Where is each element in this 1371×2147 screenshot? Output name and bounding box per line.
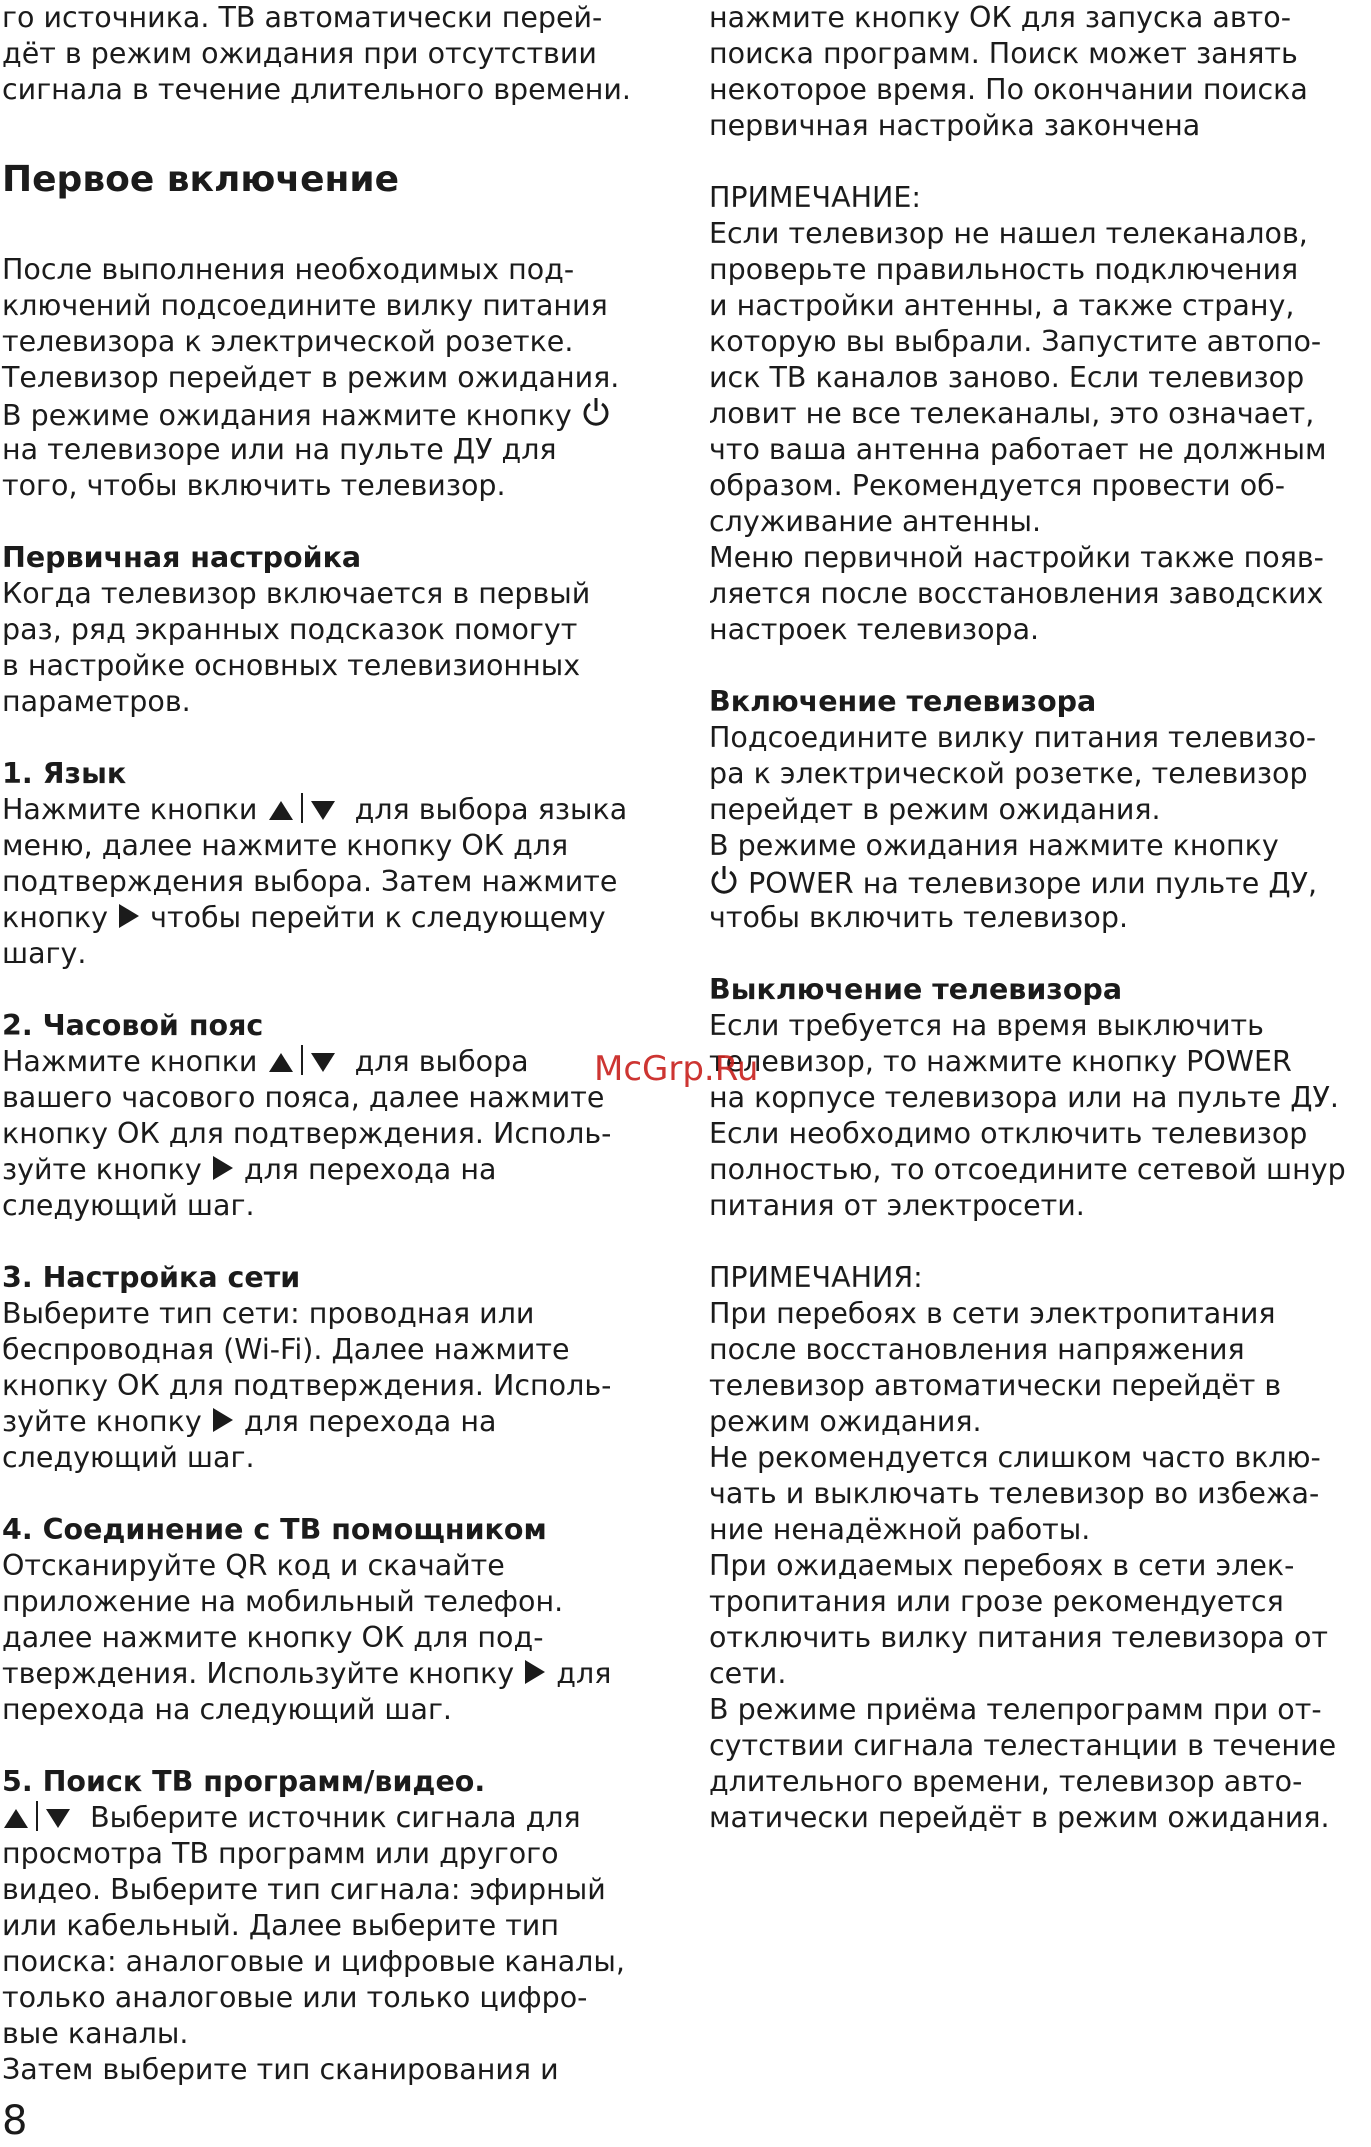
text-line: режим ожидания. — [709, 1405, 982, 1438]
text-line: телевизор, то нажмите кнопку POWER — [709, 1045, 1292, 1078]
text-line: нажмите кнопку ОК для запуска авто- — [709, 1, 1292, 34]
text-line: кнопку ОК для подтверждения. Исполь- — [2, 1117, 612, 1150]
text-line: сети. — [709, 1657, 787, 1690]
step-heading: 5. Поиск ТВ программ/видео. — [2, 1765, 486, 1798]
text-line: телевизор автоматически перейдёт в — [709, 1369, 1282, 1402]
down-arrow-icon — [309, 1050, 337, 1074]
text-line: перехода на следующий шаг. — [2, 1693, 452, 1726]
text-line: того, чтобы включить телевизор. — [2, 469, 506, 502]
text-line: меню, далее нажмите кнопку ОК для — [2, 829, 569, 862]
text-line: приложение на мобильный телефон. — [2, 1585, 564, 1618]
text-line: Нажмите кнопки для выбора языка — [2, 793, 628, 826]
text-line: После выполнения необходимых под- — [2, 253, 575, 286]
up-arrow-icon — [267, 1050, 295, 1074]
text-line: и настройки антенны, а также страну, — [709, 289, 1295, 322]
text-line: Если требуется на время выключить — [709, 1009, 1264, 1042]
text-line: Выберите источник сигнала для — [2, 1800, 662, 1836]
text-line: POWER на телевизоре или пульте ДУ, — [709, 864, 1371, 900]
text-line: которую вы выбрали. Запустите автопо- — [709, 325, 1322, 358]
text-line: Не рекомендуется слишком часто вклю- — [709, 1441, 1321, 1474]
text-line: Когда телевизор включается в первый — [2, 577, 591, 610]
text-line: что ваша антенна работает не должным — [709, 433, 1327, 466]
text-line: При ожидаемых перебоях в сети элек- — [709, 1549, 1295, 1582]
notes-heading: ПРИМЕЧАНИЯ: — [709, 1261, 923, 1294]
section-heading-first-on: Первое включение — [2, 159, 400, 200]
text-line: Если необходимо отключить телевизор — [709, 1117, 1308, 1150]
text-line: настроек телевизора. — [709, 613, 1040, 646]
text-line: подтверждения выбора. Затем нажмите — [2, 865, 618, 898]
step-heading: 3. Настройка сети — [2, 1261, 301, 1294]
text-line: вашего часового пояса, далее нажмите — [2, 1081, 605, 1114]
up-arrow-icon — [2, 1806, 30, 1830]
text-line: служивание антенны. — [709, 505, 1042, 538]
right-arrow-icon — [211, 1154, 235, 1182]
text-line: тропитания или грозе рекомендуется — [709, 1585, 1284, 1618]
text-line: Если телевизор не нашел телеканалов, — [709, 217, 1308, 250]
text-line: чать и выключать телевизор во избежа- — [709, 1477, 1320, 1510]
down-arrow-icon — [44, 1806, 72, 1830]
text-line: Отсканируйте QR код и скачайте — [2, 1549, 505, 1582]
text-line: зуйте кнопку для перехода на — [2, 1153, 497, 1186]
text-line: беспроводная (Wi-Fi). Далее нажмите — [2, 1333, 570, 1366]
up-arrow-icon — [267, 798, 295, 822]
text-line: первичная настройка закончена — [709, 109, 1201, 142]
text-line: тверждения. Используйте кнопку для — [2, 1657, 612, 1690]
text-line: образом. Рекомендуется провести об- — [709, 469, 1286, 502]
text-line: в настройке основных телевизионных — [2, 649, 581, 682]
right-arrow-icon — [211, 1406, 235, 1434]
power-icon — [709, 864, 739, 896]
text-line: раз, ряд экранных подсказок помогут — [2, 613, 578, 646]
text-line: просмотра ТВ программ или другого — [2, 1837, 559, 1870]
text-line: сутствии сигнала телестанции в течение — [709, 1729, 1337, 1762]
right-arrow-icon — [523, 1658, 547, 1686]
step-heading: 1. Язык — [2, 757, 127, 790]
text-line: питания от электросети. — [709, 1189, 1085, 1222]
subheading-power-on: Включение телевизора — [709, 685, 1097, 718]
text-line: после восстановления напряжения — [709, 1333, 1245, 1366]
text-line: сигнала в течение длительного времени. — [2, 73, 631, 106]
text-line: Затем выберите тип сканирования и — [2, 2053, 559, 2086]
text-line: зуйте кнопку для перехода на — [2, 1405, 497, 1438]
text-line: В режиме ожидания нажмите кнопку — [709, 829, 1279, 862]
text-line: перейдет в режим ожидания. — [709, 793, 1161, 826]
text-line: В режиме приёма телепрограмм при от- — [709, 1693, 1322, 1726]
separator-bar — [301, 793, 303, 823]
subheading-initial-setup: Первичная настройка — [2, 541, 362, 574]
text-line: шагу. — [2, 937, 87, 970]
step-heading: 4. Соединение с ТВ помощником — [2, 1513, 547, 1546]
subheading-power-off: Выключение телевизора — [709, 973, 1123, 1006]
text-line: Меню первичной настройки также появ- — [709, 541, 1324, 574]
text-line: следующий шаг. — [2, 1189, 255, 1222]
text-line: матически перейдёт в режим ожидания. — [709, 1801, 1330, 1834]
text-line: кнопку ОК для подтверждения. Исполь- — [2, 1369, 612, 1402]
text-line: ние ненадёжной работы. — [709, 1513, 1091, 1546]
text-line: ра к электрической розетке, телевизор — [709, 757, 1308, 790]
step-heading: 2. Часовой пояс — [2, 1009, 264, 1042]
text-line: кнопку чтобы перейти к следующему — [2, 901, 606, 934]
text-line: ляется после восстановления заводских — [709, 577, 1324, 610]
text-line: В режиме ожидания нажмите кнопку — [2, 396, 662, 432]
text-line: видео. Выберите тип сигнала: эфирный — [2, 1873, 606, 1906]
watermark: McGrp.Ru — [594, 1049, 759, 1089]
text-line: телевизора к электрической розетке. — [2, 325, 574, 358]
text-line: Подсоедините вилку питания телевизо- — [709, 721, 1317, 754]
text-line: Телевизор перейдет в режим ожидания. — [2, 361, 620, 394]
text-line: При перебоях в сети электропитания — [709, 1297, 1276, 1330]
text-line: дёт в режим ожидания при отсутствии — [2, 37, 597, 70]
text-line: иск ТВ каналов заново. Если телевизор — [709, 361, 1305, 394]
text-line: го источника. ТВ автоматически перей- — [2, 1, 603, 34]
text-line: длительного времени, телевизор авто- — [709, 1765, 1303, 1798]
text-line: следующий шаг. — [2, 1441, 255, 1474]
text-line: ключений подсоедините вилку питания — [2, 289, 608, 322]
note-heading: ПРИМЕЧАНИЕ: — [709, 181, 921, 214]
text-line: некоторое время. По окончании поиска — [709, 73, 1308, 106]
text-line: поиска программ. Поиск может занять — [709, 37, 1298, 70]
text-line: на корпусе телевизора или на пульте ДУ. — [709, 1081, 1339, 1114]
text-line: поиска: аналоговые и цифровые каналы, — [2, 1945, 625, 1978]
text-line: параметров. — [2, 685, 191, 718]
left-column — [2, 0, 662, 2088]
page-number: 8 — [2, 2098, 28, 2144]
down-arrow-icon — [309, 798, 337, 822]
text-line: отключить вилку питания телевизора от — [709, 1621, 1328, 1654]
right-arrow-icon — [117, 902, 141, 930]
text-line: Выберите тип сети: проводная или — [2, 1297, 535, 1330]
text-line: вые каналы. — [2, 2017, 189, 2050]
text-line: чтобы включить телевизор. — [709, 901, 1128, 934]
text-line: только аналоговые или только цифро- — [2, 1981, 588, 2014]
separator-bar — [36, 1801, 38, 1831]
text-line: на телевизоре или на пульте ДУ для — [2, 433, 557, 466]
text-line: далее нажмите кнопку ОК для под- — [2, 1621, 544, 1654]
text-line: Нажмите кнопки для выбора — [2, 1045, 529, 1078]
text-line: полностью, то отсоедините сетевой шнур — [709, 1153, 1346, 1186]
text-line: проверьте правильность подключения — [709, 253, 1299, 286]
power-icon — [581, 396, 611, 428]
text-line: или кабельный. Далее выберите тип — [2, 1909, 559, 1942]
right-column — [709, 0, 1371, 1836]
text-line: ловит не все телеканалы, это означает, — [709, 397, 1315, 430]
separator-bar — [301, 1045, 303, 1075]
